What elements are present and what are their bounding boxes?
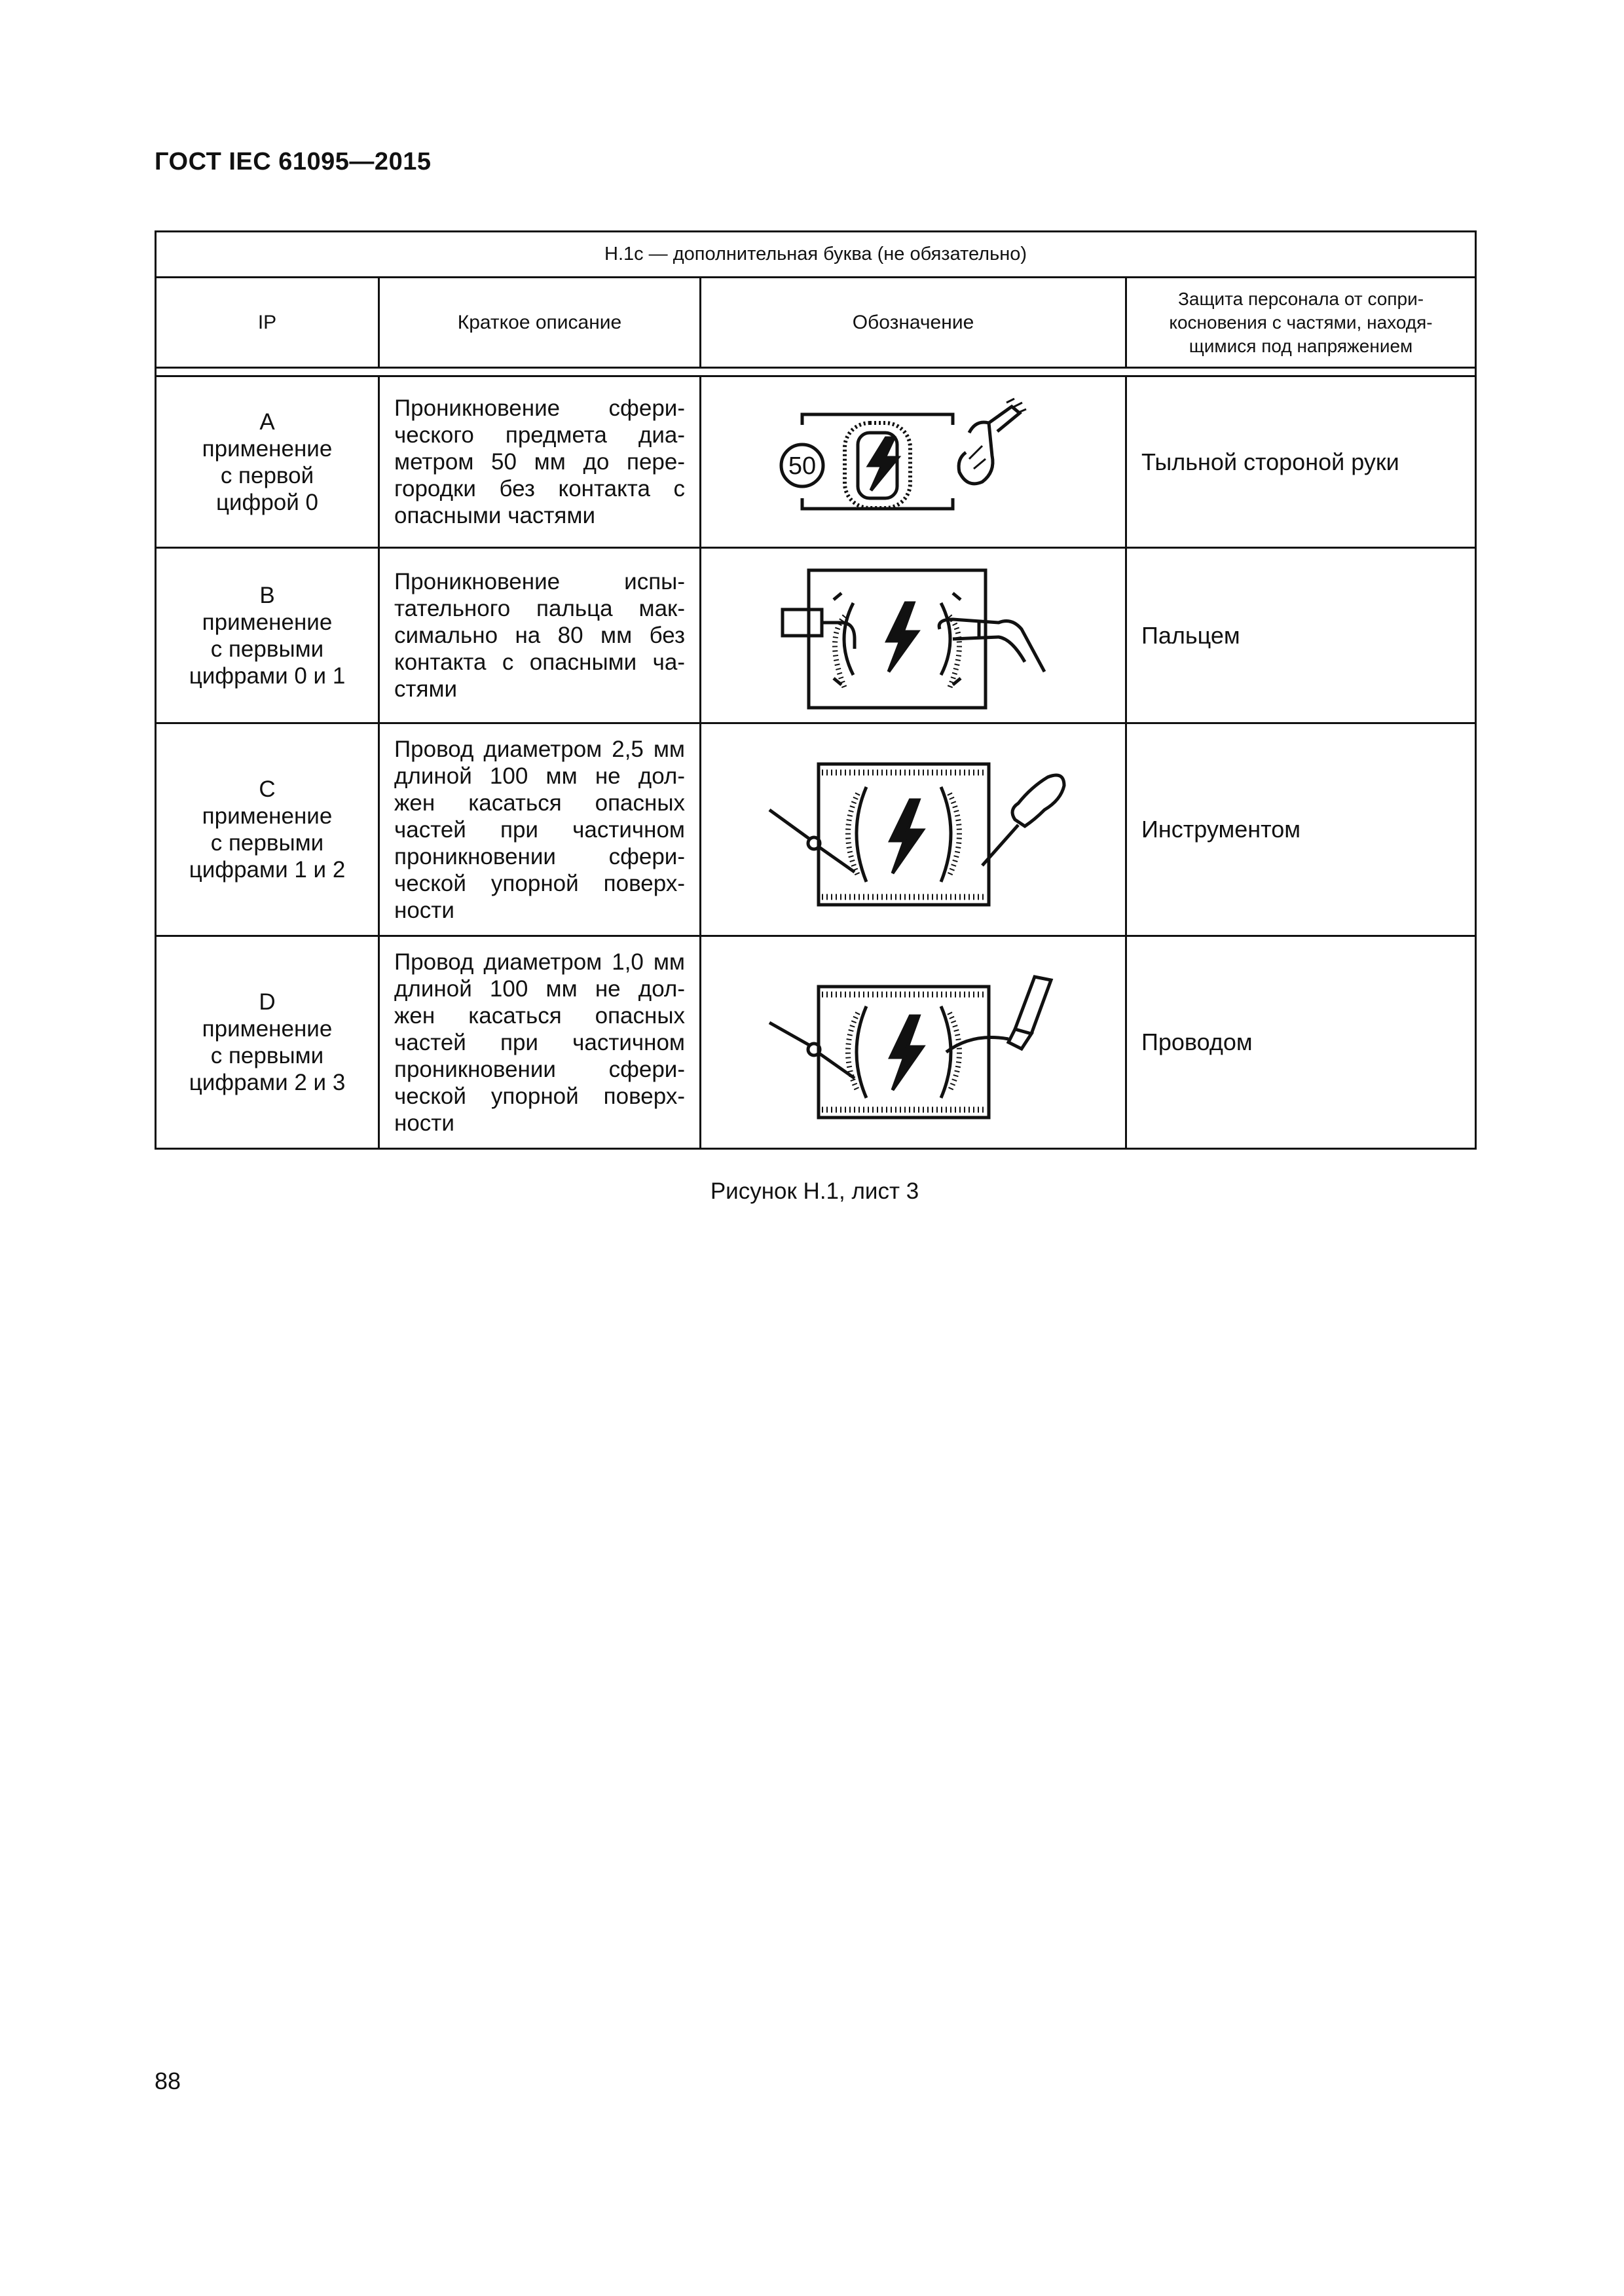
description-line: Проникновение испы- <box>394 569 685 594</box>
description-line: тательного пальца мак- <box>394 596 685 621</box>
description-line: частей при частичном <box>394 816 685 843</box>
description-line: ческой упорной поверх- <box>394 870 685 896</box>
protection-cell: Пальцем <box>1126 548 1476 723</box>
description-line: жен касаться опасных <box>394 790 685 816</box>
description-line: метром 50 мм до пере- <box>394 449 685 475</box>
column-header-protection-line: косновения с частями, находя- <box>1169 312 1433 333</box>
description-line: стями <box>394 676 458 702</box>
column-header-ip: IP <box>156 278 379 368</box>
description-line: городки без контакта с <box>394 476 685 501</box>
table-row <box>156 723 1476 936</box>
ip-text-line: цифрами 0 и 1 <box>189 663 346 689</box>
description-line: симально на 80 мм без <box>394 623 685 648</box>
description-line: Провод диаметром 2,5 мм <box>394 736 685 762</box>
sphere-label: 50 <box>788 452 816 480</box>
description-cell <box>379 723 701 936</box>
ip-text-line: с первыми <box>210 830 324 856</box>
column-header-description: Краткое описание <box>379 278 701 368</box>
ip-text-line: применение <box>202 803 333 829</box>
ip-letter: D <box>259 989 276 1015</box>
symbol-cell <box>701 936 1126 1149</box>
ip-cell <box>156 548 379 723</box>
symbol-cell <box>701 376 1126 548</box>
ip-text-line: цифрой 0 <box>215 489 319 515</box>
description-line: проникновении сфери- <box>394 1056 685 1082</box>
description-line: ческой упорной поверх- <box>394 1083 685 1109</box>
sphere-50-hand-barrier-icon <box>763 393 1064 531</box>
protection-cell: Инструментом <box>1126 723 1476 936</box>
description-line: Проникновение сфери- <box>394 395 685 421</box>
description-line: проникновении сфери- <box>394 843 685 869</box>
description-line: ческого предмета диа- <box>394 422 685 448</box>
ip-letter: C <box>259 776 276 802</box>
column-header-protection-line: Защита персонала от сопри- <box>1177 288 1424 309</box>
description-line: Провод диаметром 1,0 мм <box>394 949 685 975</box>
ip-text-line: применение <box>202 609 333 635</box>
ip-text-line: цифрами 1 и 2 <box>189 857 346 883</box>
ip-text-line: цифрами 2 и 3 <box>189 1070 346 1095</box>
description-cell <box>379 548 701 723</box>
ip-code-table <box>155 230 1477 1150</box>
figure-caption: Рисунок Н.1, лист 3 <box>710 1178 919 1204</box>
screwdriver-barrier-icon <box>756 748 1071 911</box>
ip-text-line: применение <box>202 1016 333 1042</box>
description-cell <box>379 936 701 1149</box>
description-line: частей при частичном <box>394 1029 685 1055</box>
description-line: длиной 100 мм не дол- <box>394 763 685 789</box>
description-cell <box>379 376 701 548</box>
ip-text-line: с первыми <box>210 1043 324 1068</box>
column-header-protection-line: щимися под напряжением <box>1189 335 1413 356</box>
ip-letter: A <box>259 409 275 435</box>
table-title: Н.1c — дополнительная буква (не обязательно) <box>156 232 1476 278</box>
ip-cell <box>156 376 379 548</box>
page-number: 88 <box>155 2068 181 2094</box>
ip-cell <box>156 936 379 1149</box>
symbol-cell <box>701 723 1126 936</box>
document-header: ГОСТ IEC 61095—2015 <box>155 148 432 175</box>
ip-text-line: применение <box>202 435 333 462</box>
ip-text-line: с первыми <box>210 636 324 662</box>
description-line: ности <box>394 897 454 923</box>
symbol-cell <box>701 548 1126 723</box>
ip-cell <box>156 723 379 936</box>
table-row <box>156 936 1476 1149</box>
table-row <box>156 376 1476 548</box>
wire-barrier-icon <box>756 960 1071 1124</box>
header-separator <box>156 368 1476 376</box>
column-header-symbol: Обозначение <box>701 278 1126 368</box>
description-line: ности <box>394 1110 454 1136</box>
protection-cell: Проводом <box>1126 936 1476 1149</box>
table-row <box>156 548 1476 723</box>
description-line: длиной 100 мм не дол- <box>394 975 685 1002</box>
description-line: контакта с опасными ча- <box>394 649 685 675</box>
ip-text-line: с первой <box>220 462 314 488</box>
test-finger-barrier-icon <box>763 557 1064 714</box>
ip-letter: B <box>259 582 275 608</box>
protection-cell: Тыльной стороной руки <box>1126 376 1476 548</box>
description-line: жен касаться опасных <box>394 1002 685 1029</box>
column-header-protection <box>1126 278 1476 368</box>
description-line: опасными частями <box>394 503 596 528</box>
